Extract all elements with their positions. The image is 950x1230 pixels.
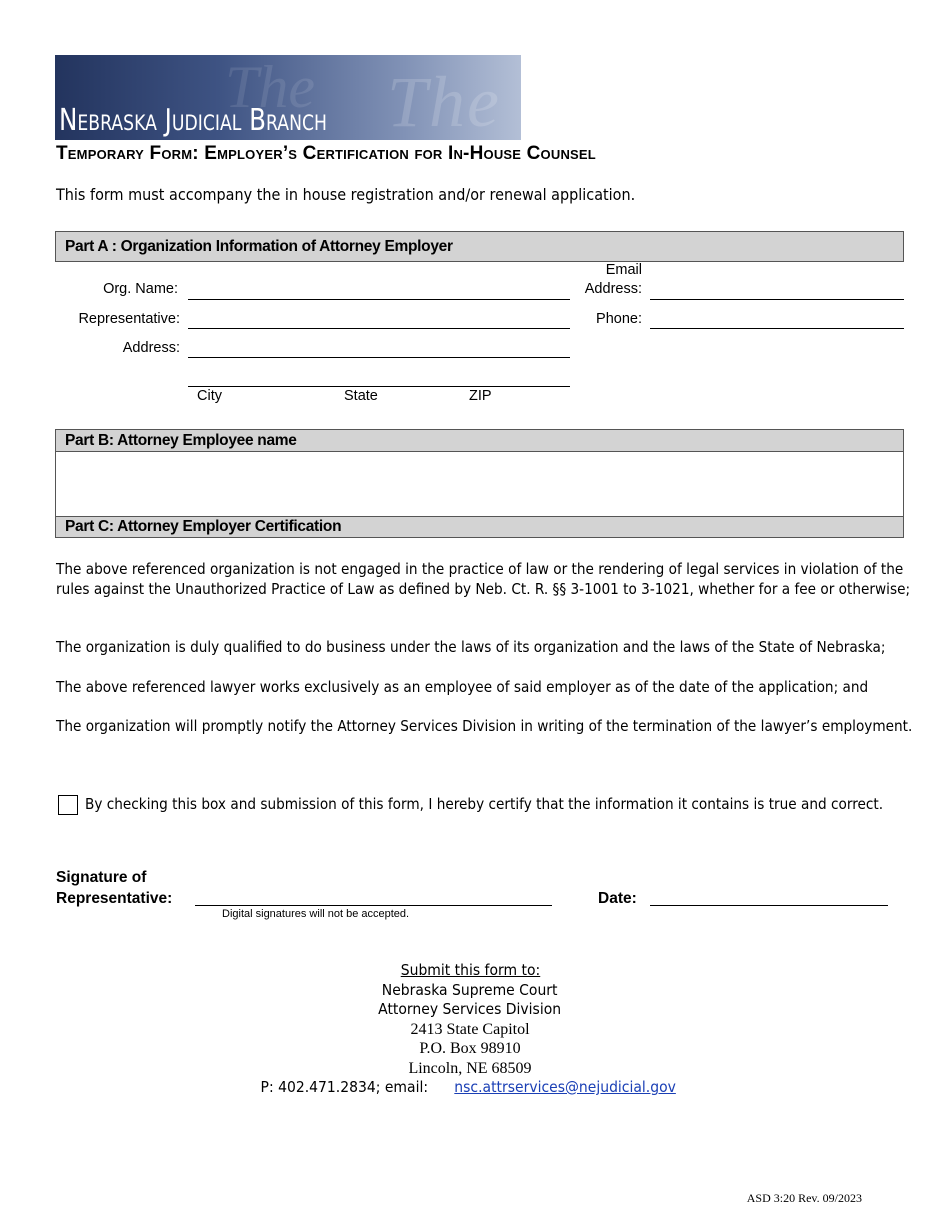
- submit-line-court: Nebraska Supreme Court: [382, 980, 558, 999]
- submit-line-pobox: P.O. Box 98910: [419, 1040, 521, 1057]
- submit-address-block: [200, 961, 740, 1098]
- certification-paragraph-4: The organization will promptly notify the Attorney Services Division in writing of the termination of the lawyer’s employment.: [56, 717, 913, 735]
- date-label: Date:: [598, 890, 637, 907]
- submit-line-city: Lincoln, NE 68509: [408, 1059, 532, 1077]
- form-title: Temporary Form: Employer’s Certification for In-House Counsel: [56, 143, 596, 164]
- signature-label-line2: Representative:: [56, 890, 173, 907]
- nebraska-judicial-branch-banner: [55, 55, 521, 140]
- banner-text: Nebraska Judicial Branch: [59, 103, 327, 138]
- submit-phone: P: 402.471.2834; email:: [260, 1078, 433, 1096]
- phone-label: Phone:: [596, 311, 642, 327]
- city-label: City: [197, 388, 222, 404]
- date-field[interactable]: [650, 905, 888, 906]
- org-name-label: Org. Name:: [103, 281, 178, 297]
- address-field[interactable]: [188, 357, 570, 358]
- submit-email-link[interactable]: nsc.attrservices@nejudicial.gov: [454, 1078, 677, 1096]
- digital-signature-note: Digital signatures will not be accepted.: [222, 908, 410, 920]
- city-state-zip-field[interactable]: [188, 386, 570, 387]
- part-c-header: Part C: Attorney Employer Certification: [55, 516, 904, 538]
- certify-text: By checking this box and submission of this form, I hereby certify that the information it contains is true and correct.: [85, 795, 884, 813]
- org-name-field[interactable]: [188, 299, 570, 300]
- phone-field[interactable]: [650, 328, 904, 329]
- part-b-header: Part B: Attorney Employee name: [55, 429, 904, 452]
- certification-paragraph-1: The above referenced organization is not engaged in the practice of law or the rendering of legal services in violation of the rules against the Unauthorized Practice of Law as defined by Neb. Ct. R. §§ 3-1001 to 3-1021, whether for a fee or otherwise;: [56, 560, 911, 598]
- intro-text: This form must accompany the in house registration and/or renewal application.: [56, 185, 636, 204]
- representative-label: Representative:: [78, 311, 180, 327]
- representative-field[interactable]: [188, 328, 570, 329]
- certification-paragraph-3: The above referenced lawyer works exclusively as an employee of said employer as of the date of the application; and: [56, 678, 869, 696]
- email-label-line2: Address:: [584, 281, 642, 297]
- signature-label-line1: Signature of: [56, 869, 147, 886]
- certification-paragraph-2: The organization is duly qualified to do business under the laws of its organization and the laws of the State of Nebraska;: [56, 638, 886, 656]
- submit-heading: Submit this form to:: [400, 961, 540, 979]
- part-a-header: Part A : Organization Information of Attorney Employer: [55, 231, 904, 262]
- email-field[interactable]: [650, 299, 904, 300]
- email-label-line1: Email: [605, 262, 642, 278]
- certify-checkbox[interactable]: [58, 795, 78, 815]
- submit-contact-line: [200, 1078, 740, 1098]
- address-label: Address:: [122, 340, 180, 356]
- banner-ghost-word: The: [387, 62, 501, 140]
- state-label: State: [344, 388, 378, 404]
- form-revision-code: ASD 3:20 Rev. 09/2023: [746, 1191, 862, 1205]
- attorney-employee-name-field[interactable]: [55, 451, 904, 517]
- zip-label: ZIP: [469, 388, 492, 404]
- submit-line-division: Attorney Services Division: [378, 1000, 562, 1018]
- signature-field[interactable]: [195, 905, 552, 906]
- submit-line-capitol: 2413 State Capitol: [410, 1020, 530, 1038]
- banner-ghost-script: The: [225, 55, 315, 120]
